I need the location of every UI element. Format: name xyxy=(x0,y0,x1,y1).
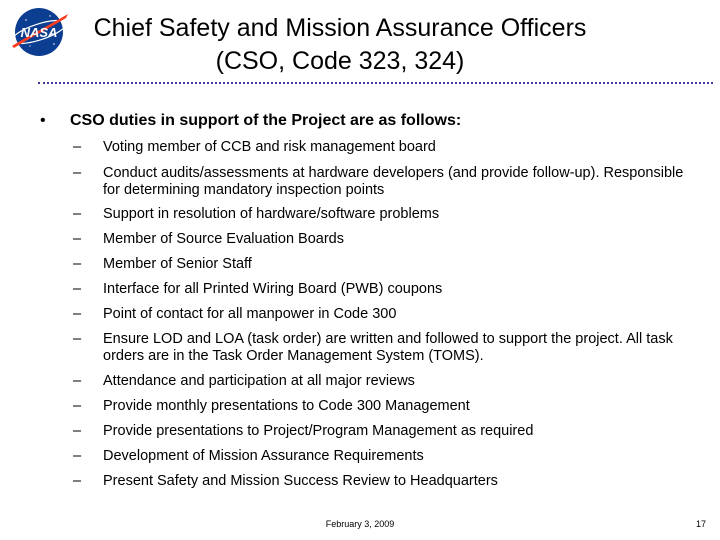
list-item-text: Conduct audits/assessments at hardware developers (and provide follow-up). Responsible for determining mandatory inspection points xyxy=(103,165,684,198)
dash-marker: – xyxy=(73,231,82,247)
list-item xyxy=(73,306,693,323)
list-item xyxy=(73,231,693,248)
slide-title xyxy=(80,12,600,78)
dash-marker: – xyxy=(73,473,82,489)
list-item xyxy=(73,281,693,298)
dash-marker: – xyxy=(73,373,82,389)
list-item-text: Point of contact for all manpower in Code 300 xyxy=(103,306,397,322)
title-line-1: Chief Safety and Mission Assurance Officers xyxy=(93,14,587,42)
list-item xyxy=(73,165,693,199)
dash-marker: – xyxy=(73,281,82,297)
list-item xyxy=(73,373,693,390)
list-item xyxy=(73,331,693,365)
list-item xyxy=(73,448,693,465)
dash-marker: – xyxy=(73,139,82,155)
list-item xyxy=(73,256,693,273)
list-item xyxy=(73,206,693,223)
title-divider xyxy=(38,82,713,84)
title-line-2: (CSO, Code 323, 324) xyxy=(215,47,465,75)
list-item xyxy=(73,398,693,415)
footer-date: February 3, 2009 xyxy=(325,519,395,529)
dash-marker: – xyxy=(73,423,82,439)
list-item-text: Interface for all Printed Wiring Board (PWB) coupons xyxy=(103,281,443,297)
nasa-logo-text: NASA xyxy=(20,25,58,40)
list-item xyxy=(73,139,693,156)
dash-marker: – xyxy=(73,206,82,222)
nasa-logo xyxy=(8,6,70,58)
page-number: 17 xyxy=(695,519,706,529)
list-item-text: Support in resolution of hardware/software problems xyxy=(103,206,440,222)
list-item-text: Provide presentations to Project/Program Management as required xyxy=(103,423,534,439)
list-item-text: Member of Senior Staff xyxy=(103,256,252,272)
list-item xyxy=(73,423,693,440)
dash-marker: – xyxy=(73,398,82,414)
list-item-text: Voting member of CCB and risk management board xyxy=(103,139,436,155)
list-item-text: Ensure LOD and LOA (task order) are written and followed to support the project. All task orders are in the Task Order Management System (TOMS). xyxy=(103,331,673,364)
list-item-text: Present Safety and Mission Success Review to Headquarters xyxy=(103,473,498,489)
list-item xyxy=(73,473,693,490)
dash-marker: – xyxy=(73,448,82,464)
dash-marker: – xyxy=(73,306,82,322)
list-item-text: Development of Mission Assurance Requirements xyxy=(103,448,424,464)
list-item-text: Provide monthly presentations to Code 300 Management xyxy=(103,398,470,414)
section-heading: CSO duties in support of the Project are as follows: xyxy=(70,112,462,129)
dash-marker: – xyxy=(73,165,82,181)
dash-marker: – xyxy=(73,331,82,347)
list-item-text: Attendance and participation at all major reviews xyxy=(103,373,415,389)
list-item-text: Member of Source Evaluation Boards xyxy=(103,231,344,247)
dash-marker: – xyxy=(73,256,82,272)
bullet-marker: • xyxy=(40,112,46,129)
